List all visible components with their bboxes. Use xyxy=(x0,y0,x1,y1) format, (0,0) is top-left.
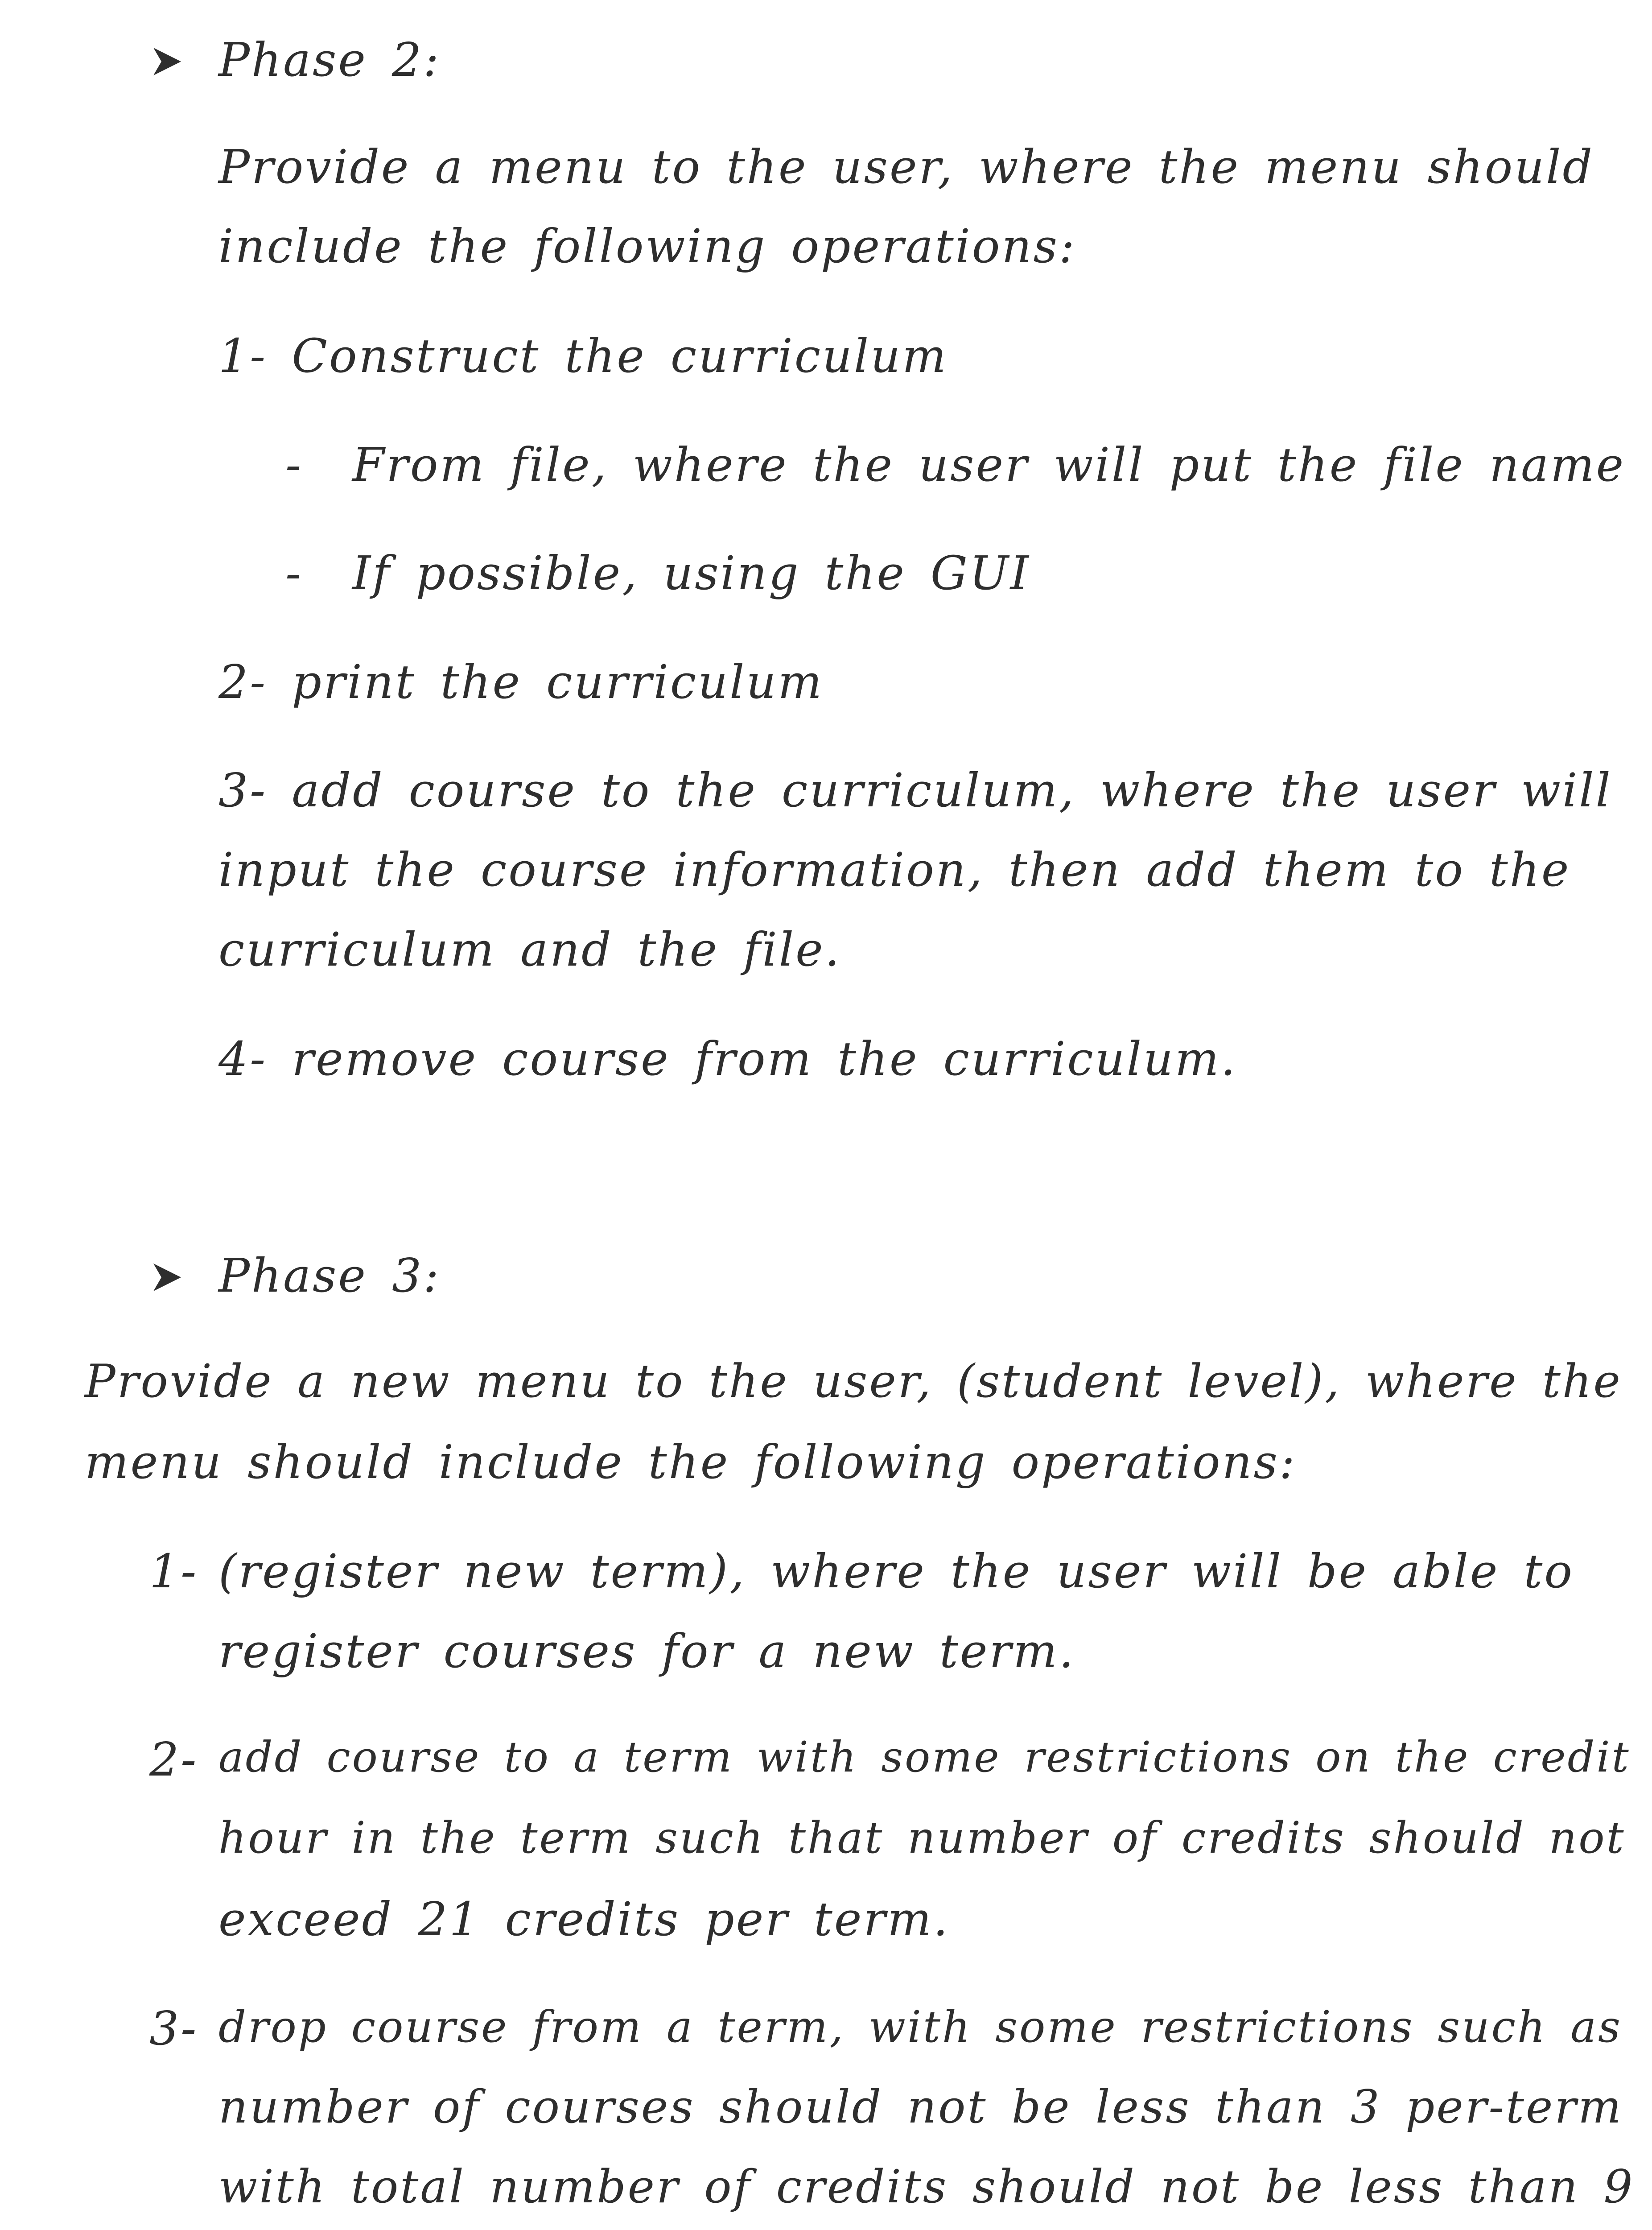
phase3-intro-line2: menu should include the following operations: xyxy=(85,1435,1297,1489)
phase2-sub-dash: - xyxy=(285,438,301,492)
phase3-item1-number: 1- xyxy=(149,1544,198,1598)
phase2-intro-line2: include the following operations: xyxy=(218,219,1076,273)
phase3-item3-number: 3- xyxy=(149,2001,198,2056)
phase3-item3-line1: drop course from a term, with some restrictions such as xyxy=(218,2002,1622,2052)
phase2-item2: 2- print the curriculum xyxy=(218,655,824,709)
phase2-heading: Phase 2: xyxy=(218,33,441,87)
phase3-item1-line2: register courses for a new term. xyxy=(218,1624,1075,1678)
phase3-item2-line2: hour in the term such that number of credits should not xyxy=(218,1813,1626,1863)
arrowhead-bullet-icon xyxy=(152,1262,183,1293)
phase3-item3-line3: with total number of credits should not be less than 9 xyxy=(218,2160,1635,2213)
phase3-heading: Phase 3: xyxy=(218,1248,441,1303)
phase2-sub-dash: - xyxy=(285,546,301,600)
phase3-item3-line2: number of courses should not be less than 3 per-term xyxy=(218,2081,1623,2134)
phase3-intro-line1: Provide a new menu to the user, (student level), where the xyxy=(85,1355,1622,1408)
phase2-item4: 4- remove course from the curriculum. xyxy=(218,1032,1237,1086)
arrowhead-bullet-icon xyxy=(152,46,183,77)
phase3-item1-line1: (register new term), where the user will be able to xyxy=(218,1544,1574,1598)
phase2-intro-line1: Provide a menu to the user, where the menu should xyxy=(218,140,1594,194)
phase2-item1-sub2: If possible, using the GUI xyxy=(352,546,1030,600)
phase2-item1-sub1: From file, where the user will put the file name xyxy=(352,438,1626,492)
phase2-item1: 1- Construct the curriculum xyxy=(218,329,948,383)
phase3-item2-line1: add course to a term with some restrictions on the credit xyxy=(218,1733,1631,1782)
phase2-item3-line3: curriculum and the file. xyxy=(218,922,841,977)
phase2-item3-line1: 3- add course to the curriculum, where the user will xyxy=(218,763,1612,818)
phase3-item2-number: 2- xyxy=(149,1732,198,1787)
phase2-item3-line2: input the course information, then add them to the xyxy=(218,842,1571,897)
phase3-item2-line3: exceed 21 credits per term. xyxy=(218,1892,950,1946)
